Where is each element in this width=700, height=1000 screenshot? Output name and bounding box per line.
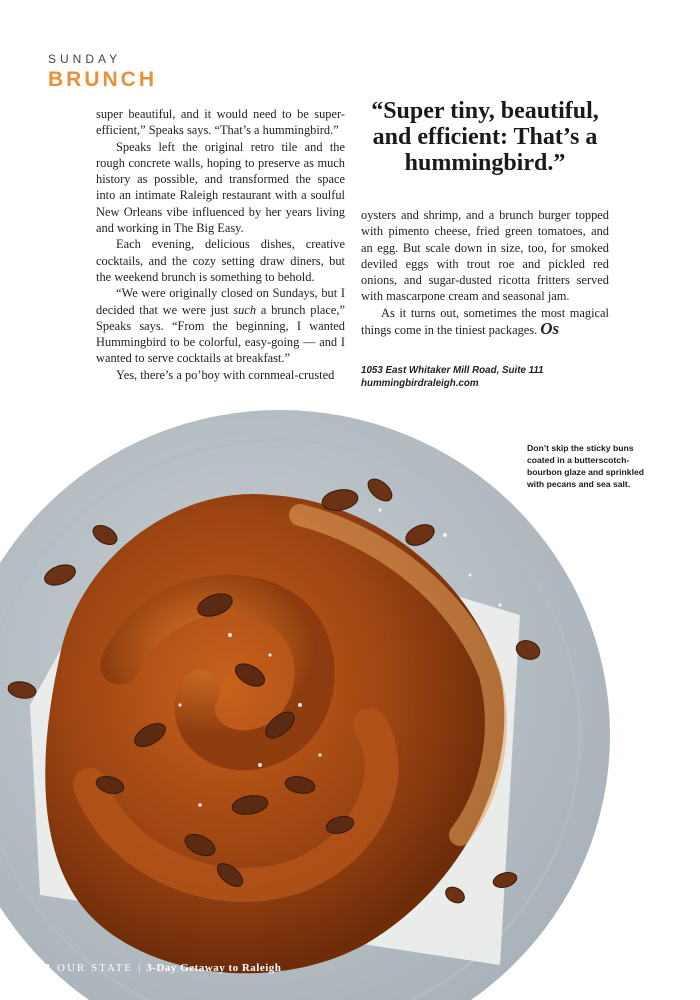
end-mark-logo: Os (540, 319, 560, 339)
section-kicker: SUNDAY (48, 52, 122, 66)
paragraph: Yes, there’s a po’boy with cornmeal-crusted (116, 367, 335, 382)
section-label (48, 52, 157, 92)
restaurant-address (361, 364, 621, 390)
sticky-bun-photo (0, 405, 700, 1000)
pull-quote: “Super tiny, beautiful, and efficient: That’s a hummingbird.” (371, 98, 599, 176)
section-title: BRUNCH (48, 68, 157, 91)
website-link[interactable]: hummingbirdraleigh.com (361, 378, 479, 389)
publication-name: OUR STATE (57, 962, 134, 974)
street-address: 1053 East Whitaker Mill Road, Suite 111 (361, 365, 544, 376)
paragraph: As it turns out, sometimes the most magical things come in the tiniest packages. Os (361, 305, 609, 339)
page-number: 42 (38, 962, 51, 974)
paragraph: Speaks left the original retro tile and the rough concrete walls, hoping to preserve as much history as possible, and transformed the space into an intimate Raleigh restaurant with a soulful New Orleans vibe influenced by her years living and working in The Big Easy. (96, 139, 345, 236)
emphasis: such (233, 302, 257, 317)
paragraph: oysters and shrimp, and a brunch burger topped with pimento cheese, fried green tomatoes, and an egg. But scale down in size, too, for smoked deviled eggs with trout roe and pickled red onions, and sugar-dusted ricotta fritters served with mascarpone cream and seasonal jam. (361, 208, 609, 304)
sticky-bun-illustration (0, 405, 700, 1000)
paragraph: super beautiful, and it would need to be super-efficient,” Speaks says. “That’s a hummingbird.” (96, 107, 345, 138)
footer-separator: | (138, 962, 142, 974)
page-footer (38, 962, 281, 974)
article-right-column (361, 207, 609, 338)
photo-caption: Don’t skip the sticky buns coated in a butterscotch-bourbon glaze and sprinkled with pecans and sea salt. (527, 443, 644, 489)
paragraph: “We were originally closed on Sundays, but I decided that we were just such a brunch place,” Speaks says. “From the beginning, I wanted Hummingbird to be colorful, easy-going — and I wanted to serve cocktails at breakfast.” (96, 286, 345, 366)
issue-title: 3-Day Getaway to Raleigh (146, 962, 282, 974)
article-left-column (96, 106, 345, 383)
paragraph: Each evening, delicious dishes, creative cocktails, and the cozy setting draw diners, but the weekend brunch is something to behold. (96, 237, 345, 284)
